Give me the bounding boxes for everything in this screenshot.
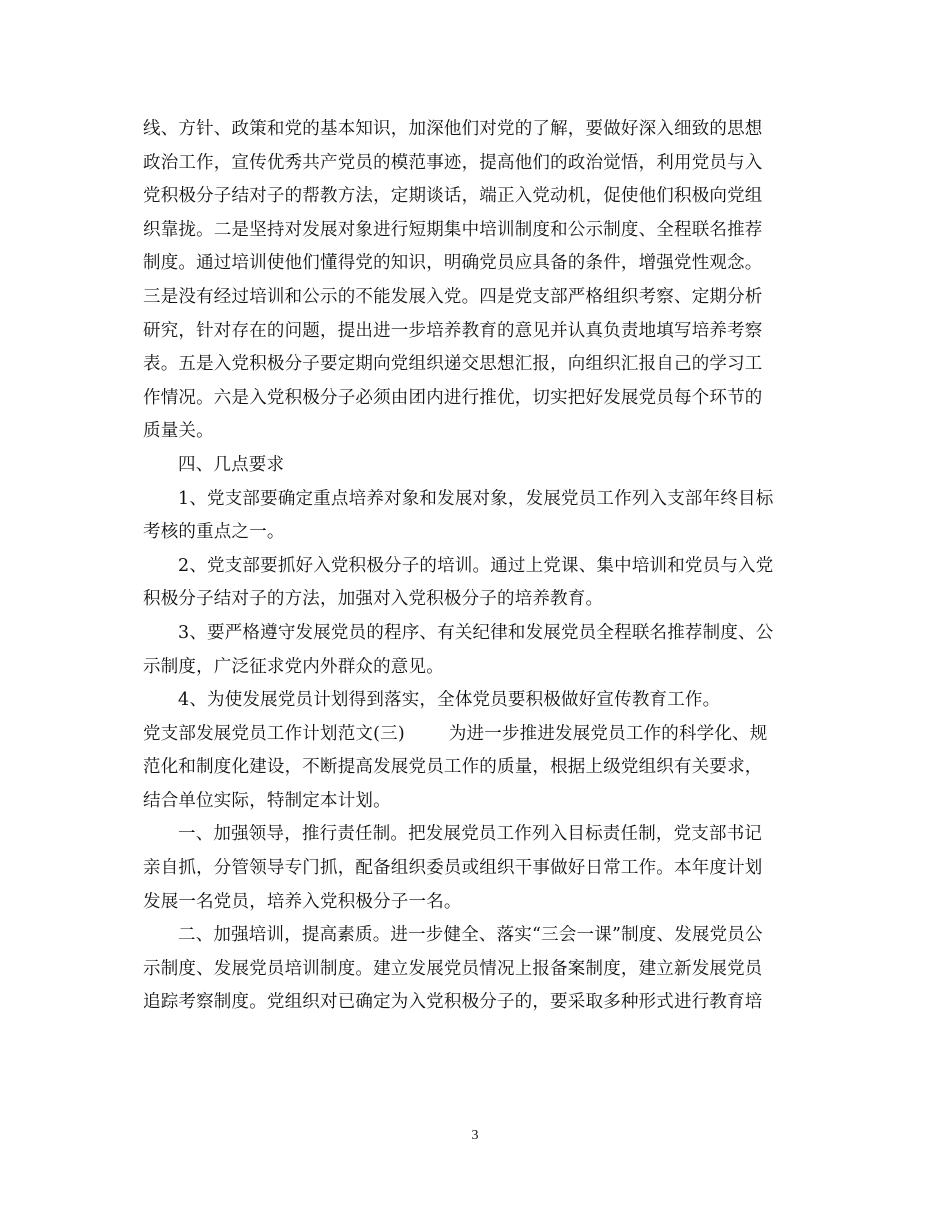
text-line: 3、要严格遵守发展党员的程序、有关纪律和发展党员全程联名推荐制度、公 (178, 622, 774, 643)
page-number: 3 (471, 1128, 479, 1143)
text-line: 4、为使发展党员计划得到落实，全体党员要积极做好宣传教育工作。 (178, 690, 721, 711)
text-line (143, 718, 808, 752)
text-line: 亲自抓，分管领导专门抓，配备组织委员或组织干事做好日常工作。本年度计划 (143, 858, 763, 879)
text-line: 一、加强领导，推行责任制。把发展党员工作列入目标责任制，党支部书记 (178, 824, 763, 845)
text-line: 表。五是入党积极分子要定期向党组织递交思想汇报，向组织汇报自己的学习工 (143, 354, 763, 375)
text-line: 考核的重点之一。 (143, 522, 285, 543)
text-line: 线、方针、政策和党的基本知识，加深他们对党的了解，要做好深入细致的思想 (143, 119, 763, 139)
text-line: 发展一名党员，培养入党积极分子一名。 (143, 891, 462, 912)
text-line-continuation: 为进一步推进发展党员工作的科学化、规 (448, 723, 768, 744)
text-line: 追踪考察制度。党组织对已确定为入党积极分子的，要采取多种形式进行教育培 (143, 992, 763, 1013)
text-line: 质量关。 (143, 421, 214, 442)
text-line: 二、加强培训，提高素质。进一步健全、落实“三会一课”制度、发展党员公 (178, 925, 763, 946)
text-line: 结合单位实际，特制定本计划。 (143, 790, 391, 811)
text-line: 党积极分子结对子的帮教方法，定期谈话，端正入党动机，促使他们积极向党组 (143, 186, 763, 207)
section-heading: 四、几点要求 (178, 454, 285, 475)
text-line: 范化和制度化建设，不断提高发展党员工作的质量，根据上级党组织有关要求， (143, 757, 763, 778)
text-line: 1、党支部要确定重点培养对象和发展对象，发展党员工作列入支部年终目标 (178, 488, 774, 509)
text-line: 制度。通过培训使他们懂得党的知识，明确党员应具备的条件，增强党性观念。 (143, 253, 763, 274)
text-line: 积极分子结对子的方法，加强对入党积极分子的培养教育。 (143, 589, 604, 610)
text-line: 2、党支部要抓好入党积极分子的培训。通过上党课、集中培训和党员与入党 (178, 555, 774, 576)
text-line: 示制度、发展党员培训制度。建立发展党员情况上报备案制度，建立新发展党员 (143, 958, 763, 979)
text-line: 三是没有经过培训和公示的不能发展入党。四是党支部严格组织考察、定期分析 (143, 286, 763, 307)
text-line: 织靠拢。二是坚持对发展对象进行短期集中培训制度和公示制度、全程联名推荐 (143, 219, 763, 240)
body-text (143, 113, 808, 1020)
text-line: 政治工作，宣传优秀共产党员的模范事迹，提高他们的政治觉悟，利用党员与入 (143, 152, 763, 173)
text-line: 研究，针对存在的问题，提出进一步培养教育的意见并认真负责地填写培养考察 (143, 320, 763, 341)
text-line: 作情况。六是入党积极分子必须由团内进行推优，切实把好发展党员每个环节的 (143, 387, 763, 408)
text-line: 示制度，广泛征求党内外群众的意见。 (143, 656, 444, 677)
document-title: 党支部发展党员工作计划范文(三) (143, 723, 405, 744)
